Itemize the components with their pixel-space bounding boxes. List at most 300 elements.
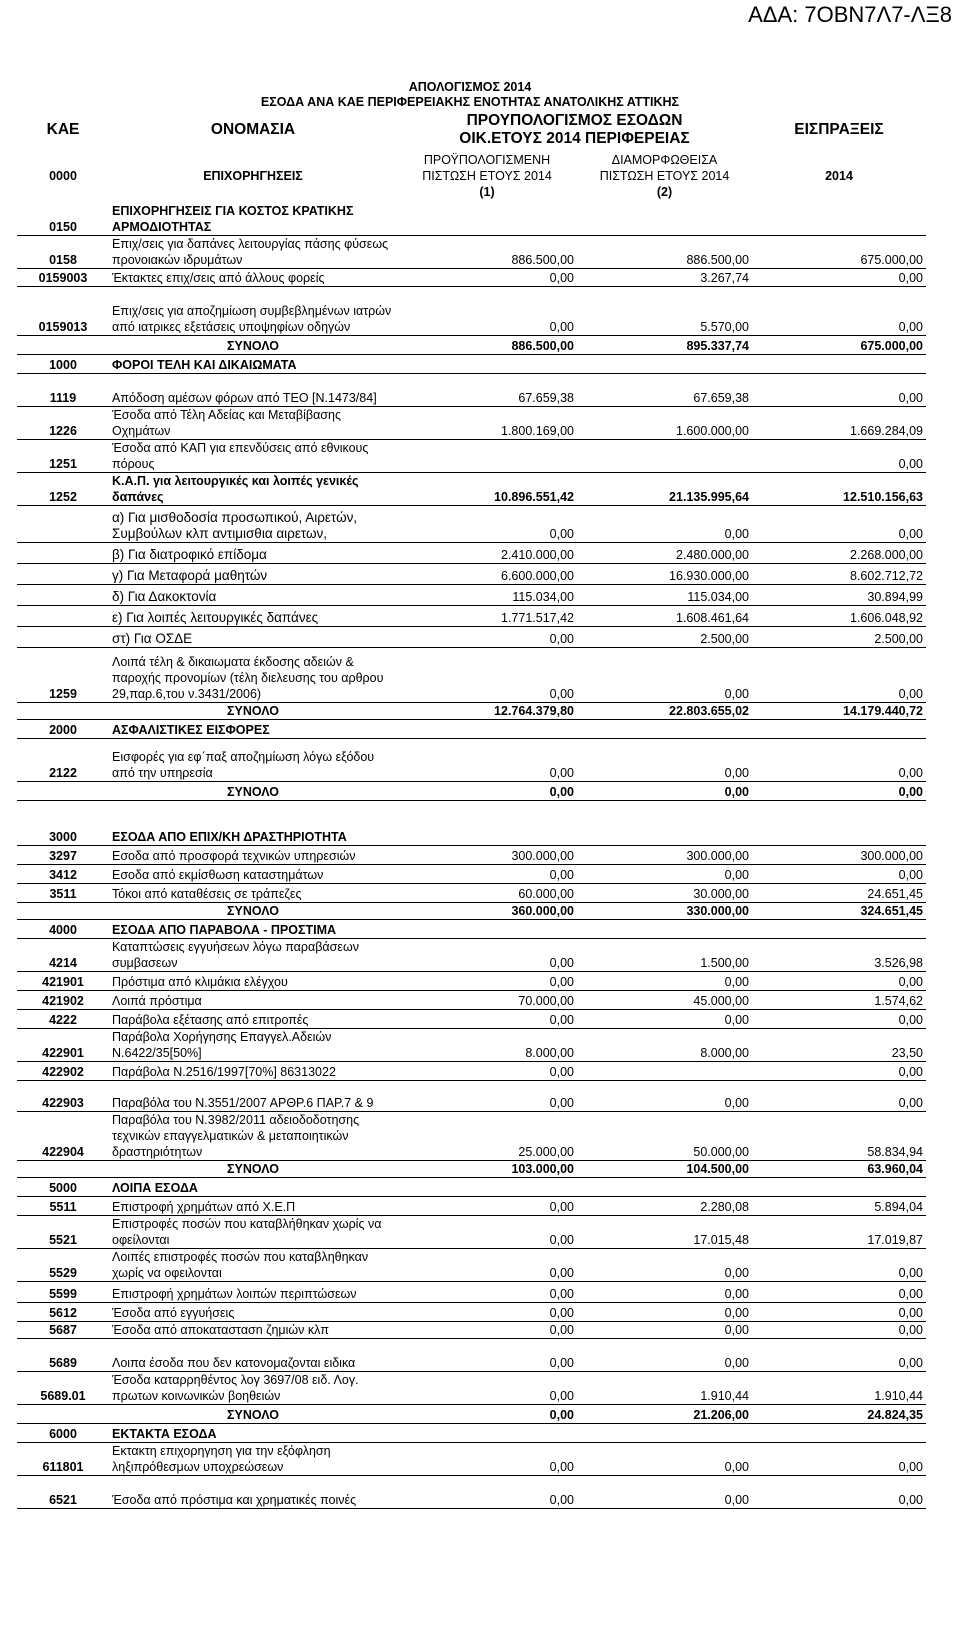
formed-credit-value: 1.608.461,64 (577, 606, 752, 627)
receipts-value: 1.574,62 (752, 991, 926, 1010)
kae-code: 2000 (17, 720, 109, 739)
planned-credit-value: 60.000,00 (397, 884, 577, 903)
item-name: Εισφορές για εφ΄παξ αποζημίωση λόγω εξόδου από την υπηρεσία (109, 739, 397, 782)
planned-credit-value: 8.000,00 (397, 1029, 577, 1062)
formed-credit-value: 0,00 (577, 1249, 752, 1282)
item-name: β) Για διατροφικό επίδομα (109, 543, 397, 564)
formed-credit-value (577, 440, 752, 473)
ada-watermark: ΑΔΑ: 7ΟΒΝ7Λ7-ΛΞ8 (748, 2, 952, 27)
receipts-value: 0,00 (752, 1062, 926, 1081)
table-row (17, 1282, 926, 1303)
table-row (17, 884, 926, 903)
kae-code (17, 606, 109, 627)
kae-code (17, 506, 109, 543)
formed-credit-value: 2.480.000,00 (577, 543, 752, 564)
item-name: Κ.Α.Π. για λειτουργικές και λοιπές γενικές δαπάνες (109, 473, 397, 506)
table-row (17, 1010, 926, 1029)
item-name: ΛΟΙΠΑ ΕΣΟΔΑ (109, 1178, 397, 1197)
planned-credit-value (397, 355, 577, 374)
formed-credit-value: 0,00 (577, 739, 752, 782)
receipts-value: 0,00 (752, 1322, 926, 1339)
planned-credit-value: 0,00 (397, 782, 577, 801)
item-name: Λοιπές επιστροφές ποσών που καταβληθηκαν χωρίς να οφειλονται (109, 1249, 397, 1282)
table-row (17, 1405, 926, 1424)
receipts-value: 58.834,94 (752, 1112, 926, 1161)
formed-credit-value: 0,00 (577, 1081, 752, 1112)
planned-credit-value: 0,00 (397, 1010, 577, 1029)
kae-code: 422902 (17, 1062, 109, 1081)
formed-credit-value (577, 1424, 752, 1443)
receipts-value: 23,50 (752, 1029, 926, 1062)
receipts-value: 1.669.284,09 (752, 407, 926, 440)
kae-code: 5612 (17, 1303, 109, 1322)
item-name: Έσοδα από εγγυήσεις (109, 1303, 397, 1322)
formed-credit-value: 0,00 (577, 865, 752, 884)
kae-code: 5521 (17, 1216, 109, 1249)
receipts-value: 0,00 (752, 506, 926, 543)
table-row (17, 336, 926, 355)
receipts-value (752, 355, 926, 374)
table-row (17, 1081, 926, 1112)
planned-credit-value: 103.000,00 (397, 1161, 577, 1178)
receipts-value: 0,00 (752, 1010, 926, 1029)
receipts-value: 2.500,00 (752, 627, 926, 648)
kae-code: 422903 (17, 1081, 109, 1112)
table-row (17, 1062, 926, 1081)
receipts-value: 2.268.000,00 (752, 543, 926, 564)
item-name: ΕΣΟΔΑ ΑΠΟ ΠΑΡΑΒΟΛΑ - ΠΡΟΣΤΙΜΑ (109, 920, 397, 939)
kae-code: 5000 (17, 1178, 109, 1197)
receipts-year-header: 2014 (825, 169, 853, 183)
receipts-value: 0,00 (752, 648, 926, 703)
receipts-value: 17.019,87 (752, 1216, 926, 1249)
formed-credit-value: 0,00 (577, 648, 752, 703)
item-name: Έσοδα καταρρηθέντος λογ 3697/08 ειδ. Λογ. πρωτων κοινωνικών βοηθειών (109, 1372, 397, 1405)
item-name: Παράβολα εξέτασης από επιτροπές (109, 1010, 397, 1029)
table-row (17, 1443, 926, 1476)
formed-credit-value (577, 920, 752, 939)
table-row (17, 287, 926, 336)
table-row (17, 543, 926, 564)
formed-credit-value: 16.930.000,00 (577, 564, 752, 585)
kae-code: 421901 (17, 972, 109, 991)
planned-credit-value: 0,00 (397, 1062, 577, 1081)
item-name: Επιστροφή χρημάτων λοιπών περιπτώσεων (109, 1282, 397, 1303)
formed-credit-line2: ΠΙΣΤΩΣΗ ΕΤΟΥΣ 2014 (599, 169, 730, 183)
planned-credit-line1: ΠΡΟΫΠΟΛΟΓΙΣΜΕΝΗ (423, 153, 551, 167)
receipts-value: 1.910,44 (752, 1372, 926, 1405)
header-row-2 (17, 149, 926, 203)
table-row (17, 939, 926, 972)
item-name: Λοιπα έσοδα που δεν κατονομαζονται ειδικα (109, 1339, 397, 1372)
item-name: ΣΥΝΟΛΟ (109, 1405, 397, 1424)
planned-credit-value (397, 720, 577, 739)
kae-code: 2122 (17, 739, 109, 782)
revenue-rows (17, 203, 926, 1509)
table-row (17, 1322, 926, 1339)
item-name: Απόδοση αμέσων φόρων από ΤΕΟ [Ν.1473/84] (109, 374, 397, 407)
planned-credit-value: 0,00 (397, 1372, 577, 1405)
planned-credit-value: 70.000,00 (397, 991, 577, 1010)
item-name: Επιχ/σεις για δαπάνες λειτουργίας πάσης φύσεως προνοιακών ιδρυμάτων (109, 236, 397, 269)
header-row-1 (17, 111, 926, 149)
item-name: ΣΥΝΟΛΟ (109, 703, 397, 720)
planned-credit-line3: (1) (479, 185, 495, 199)
kae-code: 0150 (17, 203, 109, 236)
formed-credit-value: 0,00 (577, 1282, 752, 1303)
planned-credit-value: 0,00 (397, 865, 577, 884)
formed-credit-value (577, 1062, 752, 1081)
formed-credit-line3: (2) (656, 185, 673, 199)
table-row (17, 920, 926, 939)
planned-credit-value: 0,00 (397, 1405, 577, 1424)
receipts-value: 675.000,00 (752, 236, 926, 269)
table-row (17, 627, 926, 648)
item-name: ε) Για λοιπές λειτουργικές δαπάνες (109, 606, 397, 627)
formed-credit-value: 8.000,00 (577, 1029, 752, 1062)
kae-code: 422904 (17, 1112, 109, 1161)
item-name: Εσοδα από εκμίσθωση καταστημάτων (109, 865, 397, 884)
formed-credit-value (577, 720, 752, 739)
kae-code: 0159003 (17, 269, 109, 287)
table-row (17, 865, 926, 884)
formed-credit-value: 300.000,00 (577, 846, 752, 865)
table-row (17, 1178, 926, 1197)
receipts-value (752, 1424, 926, 1443)
planned-credit-value: 0,00 (397, 287, 577, 336)
receipts-value (752, 801, 926, 846)
formed-credit-value: 17.015,48 (577, 1216, 752, 1249)
planned-credit-value (397, 203, 577, 236)
receipts-value: 30.894,99 (752, 585, 926, 606)
receipts-value: 63.960,04 (752, 1161, 926, 1178)
formed-credit-value (577, 203, 752, 236)
planned-credit-value (397, 440, 577, 473)
planned-credit-value: 0,00 (397, 939, 577, 972)
formed-credit-value: 0,00 (577, 1322, 752, 1339)
formed-credit-value: 5.570,00 (577, 287, 752, 336)
planned-credit-value: 0,00 (397, 1081, 577, 1112)
formed-credit-value: 2.500,00 (577, 627, 752, 648)
kae-code (17, 703, 109, 720)
planned-credit-line2: ΠΙΣΤΩΣΗ ΕΤΟΥΣ 2014 (422, 169, 552, 183)
kae-code: 1251 (17, 440, 109, 473)
item-name: Έσοδα από Τέλη Αδείας και Μεταβίβασης Οχημάτων (109, 407, 397, 440)
formed-credit-value: 330.000,00 (577, 903, 752, 920)
table-row (17, 1216, 926, 1249)
receipts-value (752, 1178, 926, 1197)
kae-code: 6521 (17, 1476, 109, 1509)
kae-code: 1252 (17, 473, 109, 506)
kae-code: 1000 (17, 355, 109, 374)
planned-credit-value: 67.659,38 (397, 374, 577, 407)
planned-credit-value: 0,00 (397, 1249, 577, 1282)
kae-code: 0159013 (17, 287, 109, 336)
receipts-value: 0,00 (752, 972, 926, 991)
receipts-value: 0,00 (752, 1303, 926, 1322)
planned-credit-value: 0,00 (397, 627, 577, 648)
kae-code (17, 585, 109, 606)
planned-credit-value (397, 801, 577, 846)
planned-credit-value: 0,00 (397, 972, 577, 991)
planned-credit-value: 115.034,00 (397, 585, 577, 606)
planned-credit-value (397, 1424, 577, 1443)
table-row (17, 1161, 926, 1178)
planned-credit-value: 0,00 (397, 1443, 577, 1476)
kae-code: 5689.01 (17, 1372, 109, 1405)
item-name: δ) Για Δακοκτονία (109, 585, 397, 606)
table-row (17, 972, 926, 991)
report-title: ΑΠΟΛΟΓΙΣΜΟΣ 2014 (408, 80, 532, 94)
receipts-value: 0,00 (752, 782, 926, 801)
receipts-value: 1.606.048,92 (752, 606, 926, 627)
item-name: Έσοδα από αποκαταστασn ζημιών κλπ (109, 1322, 397, 1339)
formed-credit-value: 895.337,74 (577, 336, 752, 355)
formed-credit-value: 3.267,74 (577, 269, 752, 287)
kae-code (17, 1405, 109, 1424)
table-row (17, 846, 926, 865)
kae-code: 1259 (17, 648, 109, 703)
item-name: Παραβόλα του Ν.3551/2007 ΑΡΘΡ.6 ΠΑΡ.7 & 9 (109, 1081, 397, 1112)
table-row (17, 585, 926, 606)
receipts-value: 24.651,45 (752, 884, 926, 903)
receipts-value: 0,00 (752, 1443, 926, 1476)
kae-code: 4222 (17, 1010, 109, 1029)
formed-credit-value: 30.000,00 (577, 884, 752, 903)
planned-credit-value: 1.800.169,00 (397, 407, 577, 440)
kae-code: 5529 (17, 1249, 109, 1282)
table-row (17, 782, 926, 801)
item-name: ΣΥΝΟΛΟ (109, 1161, 397, 1178)
planned-credit-value: 886.500,00 (397, 336, 577, 355)
formed-credit-value: 1.600.000,00 (577, 407, 752, 440)
receipts-value: 324.651,45 (752, 903, 926, 920)
formed-credit-value: 0,00 (577, 1443, 752, 1476)
planned-credit-value: 0,00 (397, 1216, 577, 1249)
grants-header: ΕΠΙΧΟΡΗΓΗΣΕΙΣ (203, 169, 303, 183)
table-row (17, 1303, 926, 1322)
kae-code (17, 1161, 109, 1178)
kae-code: 3000 (17, 801, 109, 846)
kae-code: 5599 (17, 1282, 109, 1303)
item-name: Παραβόλα του Ν.3982/2011 αδειοδοδοτησης τεχνικών επαγγελματικών & μεταποιητικών δραστηριότητων (109, 1112, 397, 1161)
receipts-value: 0,00 (752, 1081, 926, 1112)
table-row (17, 1372, 926, 1405)
planned-credit-value: 0,00 (397, 1339, 577, 1372)
table-row (17, 606, 926, 627)
planned-credit-value (397, 920, 577, 939)
planned-credit-value: 0,00 (397, 1476, 577, 1509)
formed-credit-line1: ΔΙΑΜΟΡΦΩΘΕΙΣΑ (611, 153, 718, 167)
planned-credit-value: 0,00 (397, 506, 577, 543)
planned-credit-value: 6.600.000,00 (397, 564, 577, 585)
report-subtitle: ΕΣΟΔΑ ΑΝΑ ΚΑΕ ΠΕΡΙΦΕΡΕΙΑΚΗΣ ΕΝΟΤΗΤΑΣ ΑΝΑΤΟΛΙΚΗΣ ΑΤΤΙΚΗΣ (260, 95, 680, 109)
table-row (17, 801, 926, 846)
receipts-value: 24.824,35 (752, 1405, 926, 1424)
formed-credit-value (577, 355, 752, 374)
kae-code: 3511 (17, 884, 109, 903)
receipts-value: 3.526,98 (752, 939, 926, 972)
kae-code: 421902 (17, 991, 109, 1010)
report-titles (220, 80, 720, 110)
item-name: ΦΟΡΟΙ ΤΕΛΗ ΚΑΙ ΔΙΚΑΙΩΜΑΤΑ (109, 355, 397, 374)
receipts-value: 0,00 (752, 374, 926, 407)
item-name: ΑΣΦΑΛΙΣΤΙΚΕΣ ΕΙΣΦΟΡΕΣ (109, 720, 397, 739)
kae-code: 3297 (17, 846, 109, 865)
table-row (17, 564, 926, 585)
item-name: Εσοδα από προσφορά τεχνικών υπηρεσιών (109, 846, 397, 865)
receipts-value (752, 720, 926, 739)
table-row (17, 355, 926, 374)
item-name: Λοιπά τέλη & δικαιωματα έκδοσης αδειών & παροχής προνομίων (τέλη διελευσης του αρθρου 29,παρ.6,του ν.3431/2006) (109, 648, 397, 703)
table-row (17, 703, 926, 720)
kae-code: 1226 (17, 407, 109, 440)
formed-credit-value: 0,00 (577, 1010, 752, 1029)
table-row (17, 1029, 926, 1062)
formed-credit-value: 2.280,08 (577, 1197, 752, 1216)
planned-credit-value (397, 1178, 577, 1197)
kae-code: 611801 (17, 1443, 109, 1476)
receipts-value: 14.179.440,72 (752, 703, 926, 720)
kae-code: 4214 (17, 939, 109, 972)
formed-credit-value: 0,00 (577, 972, 752, 991)
planned-credit-value: 0,00 (397, 648, 577, 703)
planned-credit-value: 0,00 (397, 739, 577, 782)
table-row (17, 440, 926, 473)
planned-credit-value: 2.410.000,00 (397, 543, 577, 564)
item-name: γ) Για Μεταφορά μαθητών (109, 564, 397, 585)
table-row (17, 473, 926, 506)
receipts-value (752, 203, 926, 236)
formed-credit-value: 104.500,00 (577, 1161, 752, 1178)
kae-code (17, 903, 109, 920)
table-row (17, 1197, 926, 1216)
planned-credit-header (397, 149, 577, 203)
formed-credit-value: 0,00 (577, 506, 752, 543)
receipts-value: 0,00 (752, 865, 926, 884)
item-name: α) Για μισθοδοσία προσωπικού, Αιρετών, Συμβούλων κλπ αντιμισθια αιρετων, (109, 506, 397, 543)
table-row (17, 374, 926, 407)
kae-code: 5689 (17, 1339, 109, 1372)
table-row (17, 739, 926, 782)
revenue-table (17, 111, 926, 1509)
kae-code (17, 564, 109, 585)
budget-header (397, 111, 752, 149)
table-row (17, 1339, 926, 1372)
table-row (17, 236, 926, 269)
receipts-value: 0,00 (752, 1249, 926, 1282)
receipts-value: 0,00 (752, 1476, 926, 1509)
kae-code: 1119 (17, 374, 109, 407)
kae-code: 5687 (17, 1322, 109, 1339)
formed-credit-value: 886.500,00 (577, 236, 752, 269)
item-name: Επιστροφή χρημάτων από Χ.Ε.Π (109, 1197, 397, 1216)
formed-credit-value: 50.000,00 (577, 1112, 752, 1161)
kae-code: 6000 (17, 1424, 109, 1443)
formed-credit-value: 22.803.655,02 (577, 703, 752, 720)
formed-credit-value: 1.910,44 (577, 1372, 752, 1405)
formed-credit-value: 21.206,00 (577, 1405, 752, 1424)
table-row (17, 1424, 926, 1443)
item-name: Έσοδα από πρόστιμα και χρηματικές ποινές (109, 1476, 397, 1509)
receipts-value: 5.894,04 (752, 1197, 926, 1216)
item-name: Πρόστιμα από κλιμάκια ελέγχου (109, 972, 397, 991)
kae-code: 3412 (17, 865, 109, 884)
kae-code (17, 627, 109, 648)
planned-credit-value: 10.896.551,42 (397, 473, 577, 506)
table-row (17, 407, 926, 440)
table-row (17, 1249, 926, 1282)
item-name: Παράβολα Ν.2516/1997[70%] 86313022 (109, 1062, 397, 1081)
kae-code: 4000 (17, 920, 109, 939)
formed-credit-header (577, 149, 752, 203)
kae-code: 5511 (17, 1197, 109, 1216)
item-name: Καταπτώσεις εγγυήσεων λόγω παραβάσεων συμβασεων (109, 939, 397, 972)
receipts-value: 0,00 (752, 440, 926, 473)
kae-code: 422901 (17, 1029, 109, 1062)
formed-credit-value: 45.000,00 (577, 991, 752, 1010)
kae-code: 0158 (17, 236, 109, 269)
table-row (17, 648, 926, 703)
formed-credit-value: 115.034,00 (577, 585, 752, 606)
table-row (17, 720, 926, 739)
item-name: Λοιπά πρόστιμα (109, 991, 397, 1010)
budget-header-line1: ΠΡΟΥΠΟΛΟΓΙΣΜΟΣ ΕΣΟΔΩΝ (466, 112, 683, 129)
receipts-value: 12.510.156,63 (752, 473, 926, 506)
formed-credit-value: 0,00 (577, 1476, 752, 1509)
item-name: ΕΚΤΑΚΤΑ ΕΣΟΔΑ (109, 1424, 397, 1443)
kae-header: ΚΑΕ (46, 121, 80, 138)
item-name: στ) Για ΟΣΔΕ (109, 627, 397, 648)
item-name: Παράβολα Χορήγησης Επαγγελ.Αδειών Ν.6422/35[50%] (109, 1029, 397, 1062)
receipts-value: 300.000,00 (752, 846, 926, 865)
receipts-header: ΕΙΣΠΡΑΞΕΙΣ (794, 121, 884, 138)
item-name: ΕΣΟΔΑ ΑΠΟ ΕΠΙΧ/ΚΗ ΔΡΑΣΤΗΡΙΟΤΗΤΑ (109, 801, 397, 846)
table-row (17, 1112, 926, 1161)
receipts-value: 675.000,00 (752, 336, 926, 355)
formed-credit-value: 0,00 (577, 782, 752, 801)
item-name: Εκτακτη επιχορηγηση για την εξόφληση ληξιπρόθεσμων υποχρεώσεων (109, 1443, 397, 1476)
planned-credit-value: 300.000,00 (397, 846, 577, 865)
item-name: Έκτακτες επιχ/σεις από άλλους φορείς (109, 269, 397, 287)
table-row (17, 269, 926, 287)
table-row (17, 203, 926, 236)
table-row (17, 991, 926, 1010)
planned-credit-value: 360.000,00 (397, 903, 577, 920)
formed-credit-value (577, 1178, 752, 1197)
receipts-value: 0,00 (752, 739, 926, 782)
item-name: Τόκοι από καταθέσεις σε τράπεζες (109, 884, 397, 903)
receipts-value: 0,00 (752, 1339, 926, 1372)
planned-credit-value: 25.000,00 (397, 1112, 577, 1161)
item-name: Έσοδα από ΚΑΠ για επενδύσεις από εθνικους πόρους (109, 440, 397, 473)
kae-code (17, 782, 109, 801)
planned-credit-value: 0,00 (397, 1282, 577, 1303)
planned-credit-value: 1.771.517,42 (397, 606, 577, 627)
planned-credit-value: 12.764.379,80 (397, 703, 577, 720)
budget-header-line2: ΟΙΚ.ΕΤΟΥΣ 2014 ΠΕΡΙΦΕΡΕΙΑΣ (459, 130, 690, 147)
receipts-value: 8.602.712,72 (752, 564, 926, 585)
item-name: Επιστροφές ποσών που καταβλήθηκαν χωρίς να οφείλονται (109, 1216, 397, 1249)
planned-credit-value: 886.500,00 (397, 236, 577, 269)
item-name: ΣΥΝΟΛΟ (109, 903, 397, 920)
formed-credit-value: 67.659,38 (577, 374, 752, 407)
receipts-value (752, 920, 926, 939)
receipts-value: 0,00 (752, 1282, 926, 1303)
formed-credit-value: 0,00 (577, 1339, 752, 1372)
kae-code (17, 543, 109, 564)
planned-credit-value: 0,00 (397, 1303, 577, 1322)
